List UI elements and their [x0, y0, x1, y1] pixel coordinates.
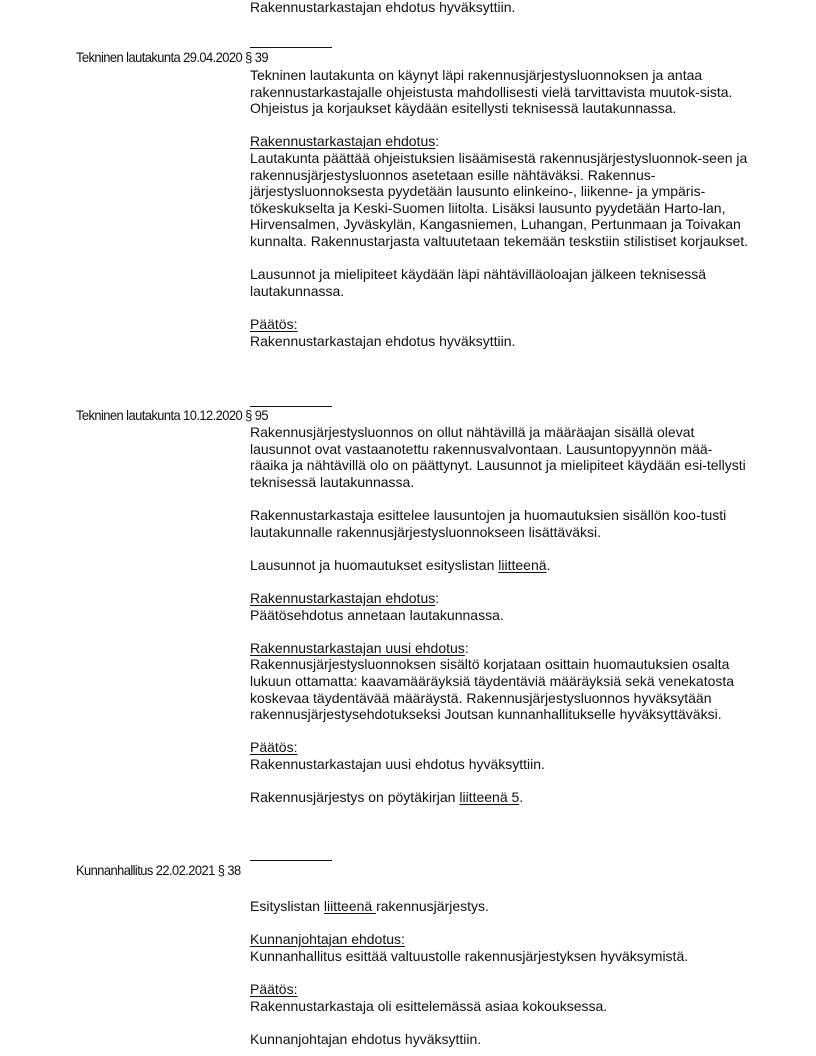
proposal-label: Kunnanjohtajan ehdotus: [250, 931, 405, 948]
intro-paragraph: Tekninen lautakunta on käynyt läpi rakennusjärjestysluonnoksen ja antaa rakennustarkastajalle ohjeistusta mahdollisesti vielä tarvittavista muutok-sista. Ohjeistus ja korjaukset käydään esitellysti teknisessä lautakunnassa. [250, 67, 733, 117]
proposal-text: Lautakunta päättää ohjeistuksien lisäämisestä rakennusjärjestysluonnok-seen ja rakennusjärjestysluonnos asetetaan esille nähtäväksi. Rakennus-järjestysluonnoksesta pyydetään lausunto elinkeino-, liikenne- ja ympäris-tökeskukselta ja Keski-Suomen liitolta. Lisäksi lausunto pyydetään Harto-lan, Hirvensalmen, Jyväskylän, Kangasniemen, Luhangan, Pertunmaan ja Toivakan kunnalta. Rakennustarjasta valtuutetaan tekemään teskstiin stilistiset korjaukset. [250, 149, 749, 249]
attachment-link[interactable]: liitteenä [323, 898, 377, 914]
decision-label: Päätös: [250, 980, 298, 997]
decision-label: Päätös: [250, 315, 298, 332]
attachment-note: Rakennusjärjestys on pöytäkirjan liitteenä 5. [250, 789, 524, 806]
section-header: Tekninen lautakunta 29.04.2020 § 39 [76, 49, 268, 65]
closing-text: Kunnanjohtajan ehdotus hyväksyttiin. [250, 1030, 482, 1047]
proposal-text: Kunnanhallitus esittää valtuustolle rakennusjärjestyksen hyväksymistä. [250, 947, 689, 964]
section-header: Kunnanhallitus 22.02.2021 § 38 [76, 862, 241, 878]
attachment-link[interactable]: liitteenä [498, 556, 547, 573]
section-separator [250, 47, 332, 48]
new-proposal-label: Rakennustarkastajan uusi ehdotus [250, 639, 465, 656]
followup-paragraph: Lausunnot ja mielipiteet käydään läpi nähtävilläoloajan jälkeen teknisessä lautakunnassa. [250, 266, 707, 299]
attachment-paragraph: Lausunnot ja huomautukset esityslistan liitteenä. [250, 556, 551, 573]
new-proposal-text: Rakennusjärjestysluonnoksen sisältö korjataan osittain huomautuksien osalta lukuun ottamatta: kaavamääräyksiä täydentäviä määräyksiä sekä venekatosta koskevaa täydentävää määräystä. Rakennusjärjestysluonnos hyväksytään rakennusjärjestysehdotukseksi Joutsan kunnanhallitukselle hyväksyttäväksi. [250, 656, 735, 723]
section-separator [250, 860, 332, 861]
attachment-5-link[interactable]: liitteenä 5 [459, 789, 520, 806]
proposal-label: Rakennustarkastajan ehdotus [250, 589, 436, 606]
section-2-body [250, 424, 750, 806]
proposal-heading: Rakennustarkastajan ehdotus: [250, 133, 440, 150]
intro-paragraph: Rakennusjärjestysluonnos on ollut nähtävillä ja määräajan sisällä olevat lausunnot ovat vastaanotettu rakennusvalvontaan. Lausuntopyynnön mää-räaika ja nähtävillä olo on päättynyt. Lausunnot ja mielipiteet käydään esi-tellysti teknisessä lautakunnassa. [250, 424, 746, 490]
decision-text: Rakennustarkastaja oli esittelemässä asiaa kokouksessa. [250, 997, 608, 1014]
proposal-label: Rakennustarkastajan ehdotus [250, 133, 436, 150]
presentation-paragraph: Rakennustarkastaja esittelee lausuntojen ja huomautuksien sisällön koo-tusti lautakunnalle rakennusjärjestysluonnokseen lisättäväksi. [250, 506, 727, 540]
previous-decision-text: Rakennustarkastajan ehdotus hyväksyttiin. [250, 0, 516, 15]
attachment-paragraph: Esityslistan liitteenä rakennusjärjestys. [250, 898, 489, 914]
decision-text: Rakennustarkastajan uusi ehdotus hyväksyttiin. [250, 755, 545, 772]
proposal-text: Päätösehdotus annetaan lautakunnassa. [250, 606, 504, 623]
proposal-heading: Rakennustarkastajan ehdotus: [250, 589, 440, 606]
new-proposal-heading: Rakennustarkastajan uusi ehdotus: [250, 639, 469, 656]
decision-label: Päätös: [250, 739, 298, 756]
section-header: Tekninen lautakunta 10.12.2020 § 95 [76, 407, 268, 423]
section-1-body [250, 67, 750, 349]
decision-text: Rakennustarkastajan ehdotus hyväksyttiin. [250, 332, 516, 349]
section-3-body [250, 898, 750, 1047]
